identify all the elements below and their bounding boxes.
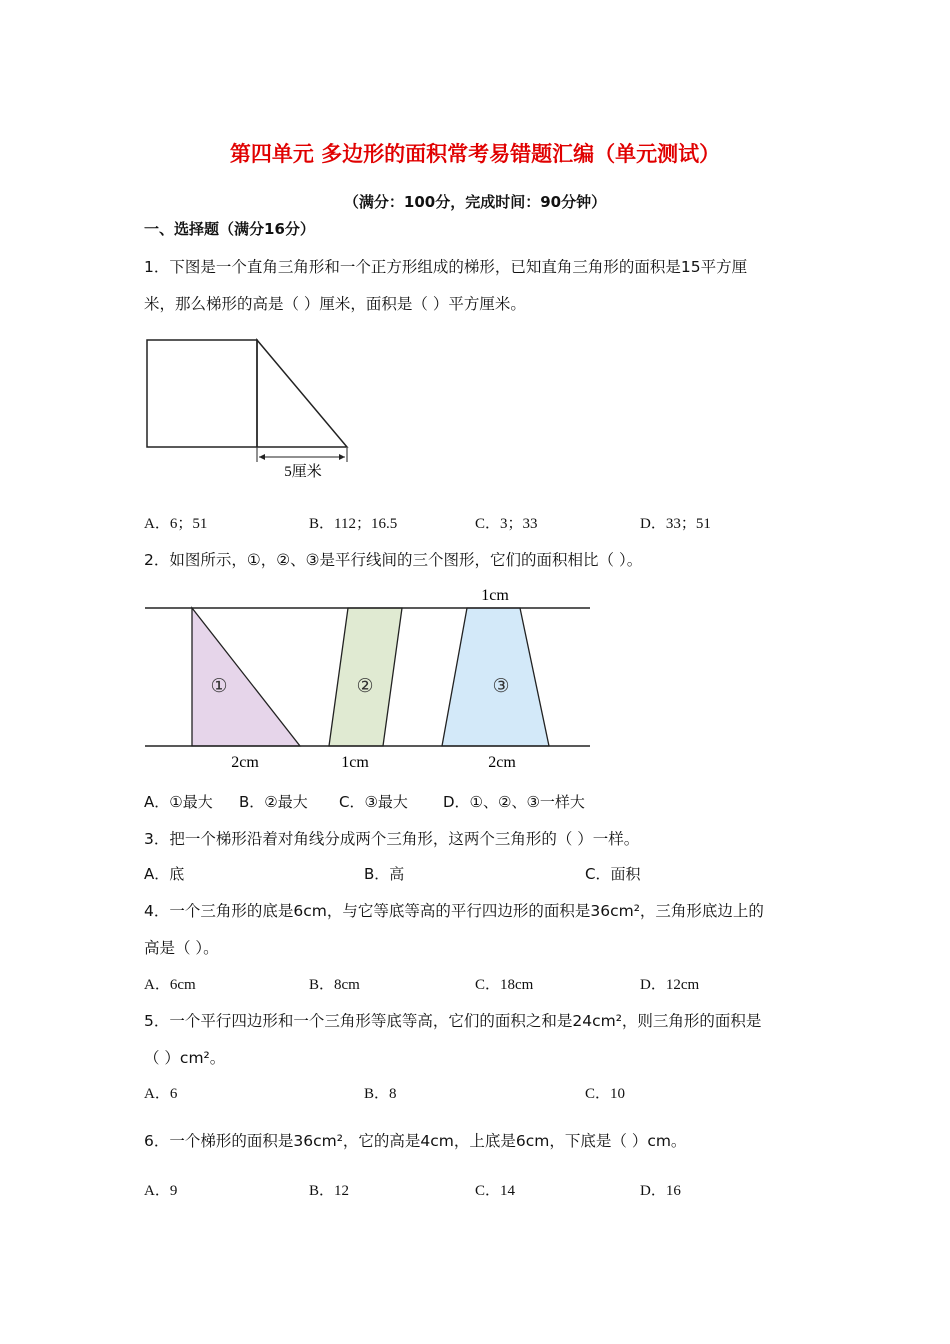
q2-option-d[interactable]: D．①、②、③一样大 [443,793,585,811]
q2-bottom-label-1: 2cm [231,754,259,771]
q5-option-c[interactable]: C．10 [585,1086,626,1102]
q2-top-label: 1cm [481,587,509,604]
q5-option-a[interactable]: A．6 [144,1086,178,1102]
q1-figure [140,330,360,490]
section-heading: 一、选择题（满分16分） [144,220,315,238]
q6-option-d[interactable]: D．16 [640,1183,681,1199]
q1-option-b[interactable]: B．112；16.5 [309,516,398,532]
q6-option-a[interactable]: A．9 [144,1183,178,1199]
q4-option-a[interactable]: A．6cm [144,977,196,993]
page-title: 第四单元 多边形的面积常考易错题汇编（单元测试） [229,142,721,166]
q1-square [147,340,257,447]
q1-dim-arrow-left [259,454,265,460]
q6-option-c[interactable]: C．14 [475,1183,516,1199]
q4-option-c[interactable]: C．18cm [475,977,534,993]
q5-text-line1: 5．一个平行四边形和一个三角形等底等高，它们的面积之和是24cm²，则三角形的面积是 [144,1012,762,1030]
q5-option-b[interactable]: B．8 [364,1086,397,1102]
q1-dim-arrow-right [339,454,345,460]
q2-bottom-label-3: 2cm [488,754,516,771]
q1-option-c[interactable]: C．3；33 [475,516,538,532]
q2-text-line1: 2．如图所示，①，②、③是平行线间的三个图形，它们的面积相比（ ）。 [144,551,643,569]
page-subtitle: （满分：100分，完成时间：90分钟） [343,193,607,211]
q3-text-line1: 3．把一个梯形沿着对角线分成两个三角形，这两个三角形的（ ）一样。 [144,830,640,848]
q5-text-line2: （ ）cm²。 [144,1049,226,1067]
q4-text-line1: 4．一个三角形的底是6cm，与它等底等高的平行四边形的面积是36cm²，三角形底边上的 [144,902,764,920]
q3-option-c[interactable]: C．面积 [585,865,641,883]
q1-dim-label: 5厘米 [284,464,322,480]
q1-triangle [257,340,347,447]
q2-bottom-label-2: 1cm [341,754,369,771]
q2-option-c[interactable]: C．③最大 [339,793,408,811]
q2-shape-label-3: ③ [492,676,510,697]
q2-option-a[interactable]: A．①最大 [144,793,213,811]
q3-option-b[interactable]: B．高 [364,865,405,883]
q1-text-line2: 米，那么梯形的高是（ ）厘米，面积是（ ）平方厘米。 [144,295,526,313]
q2-triangle [192,608,300,746]
q6-text-line1: 6．一个梯形的面积是36cm²，它的高是4cm，上底是6cm，下底是（ ）cm。 [144,1132,687,1150]
q2-figure [140,580,600,775]
q2-shape-label-2: ② [356,676,374,697]
q6-option-b[interactable]: B．12 [309,1183,350,1199]
q2-option-b[interactable]: B．②最大 [239,793,308,811]
q1-option-a[interactable]: A．6；51 [144,516,208,532]
q1-option-d[interactable]: D．33；51 [640,516,711,532]
q3-option-a[interactable]: A．底 [144,865,185,883]
q2-shape-label-1: ① [210,676,228,697]
q4-option-d[interactable]: D．12cm [640,977,700,993]
q4-option-b[interactable]: B．8cm [309,977,360,993]
q1-text-line1: 1．下图是一个直角三角形和一个正方形组成的梯形，已知直角三角形的面积是15平方厘 [144,258,748,276]
q4-text-line2: 高是（ ）。 [144,939,219,957]
